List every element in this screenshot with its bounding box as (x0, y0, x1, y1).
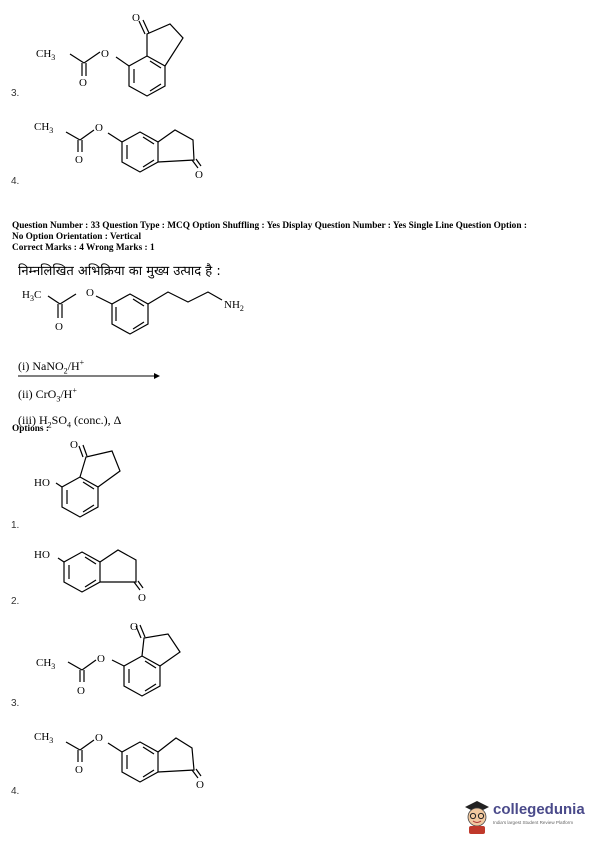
svg-text:O: O (95, 732, 103, 744)
prev-option-3-number: 3. (11, 88, 20, 99)
mascot-icon (463, 799, 491, 835)
svg-text:H3C: $H_3C$ (22, 289, 42, 303)
option-4-structure[interactable] (0, 720, 230, 790)
option-1-number: 1. (11, 520, 20, 531)
reagent-step-2: (ii) CrO$_3$/H+ (18, 386, 77, 404)
reagent-step-3: (iii) $H_2SO_4$ (conc.), Δ (18, 412, 122, 430)
option-4-number: 4. (11, 786, 20, 797)
brand-name: collegedunia (493, 801, 585, 818)
question-meta-line2: No Option Orientation : Vertical (12, 232, 142, 242)
question-header (12, 221, 587, 254)
svg-text:O: O (77, 685, 85, 697)
oxygen-label: O (101, 48, 109, 60)
svg-text:O: O (55, 321, 63, 333)
svg-text:O: O (70, 439, 78, 451)
prev-option-3-structure (0, 0, 260, 100)
brand-tagline: India's largest Student Review Platform (493, 820, 574, 825)
prev-option-4-structure (0, 110, 260, 190)
option-2-structure[interactable] (0, 540, 200, 610)
option-1-structure[interactable] (0, 435, 200, 525)
option-3-number: 3. (11, 698, 20, 709)
reagent-list (18, 353, 121, 435)
question-meta-line1: Question Number : 33 Question Type : MCQ Option Shuffling : Yes Display Question Number : Yes Single Line Question Option : (12, 221, 527, 231)
reagent-step-1: (i) NaNO$_2$/H+ (18, 358, 85, 376)
svg-text:HO: HO (34, 477, 50, 489)
svg-text:O: O (195, 169, 203, 181)
question-text: निम्नलिखित अभिक्रिया का मुख्य उत्पाद है : (18, 264, 221, 279)
svg-text:O: O (75, 764, 83, 776)
svg-text:O: O (86, 287, 94, 299)
oxygen-label: O (79, 77, 87, 89)
svg-text:O: O (196, 779, 204, 791)
prev-option-4-number: 4. (11, 176, 20, 187)
options-label: Options : (12, 424, 49, 434)
svg-text:CH3: $CH_3$ (36, 657, 56, 671)
methyl-label: $CH_3$ (36, 48, 56, 62)
svg-text:HO: HO (34, 549, 50, 561)
svg-text:CH3: $CH_3$ (34, 121, 54, 135)
svg-text:O: O (97, 653, 105, 665)
svg-text:O: O (75, 154, 83, 166)
option-3-structure[interactable] (0, 620, 220, 710)
svg-text:NH2: $NH_2$ (224, 299, 244, 313)
question-marks: Correct Marks : 4 Wrong Marks : 1 (12, 243, 155, 253)
svg-text:O: O (130, 621, 138, 633)
svg-text:O: O (138, 592, 146, 604)
collegedunia-logo (463, 799, 591, 837)
svg-text:O: O (95, 122, 103, 134)
oxygen-label: O (132, 12, 140, 24)
reaction-arrow (18, 371, 160, 381)
option-2-number: 2. (11, 596, 20, 607)
reactant-structure (0, 280, 300, 350)
svg-text:CH3: $CH_3$ (34, 731, 54, 745)
